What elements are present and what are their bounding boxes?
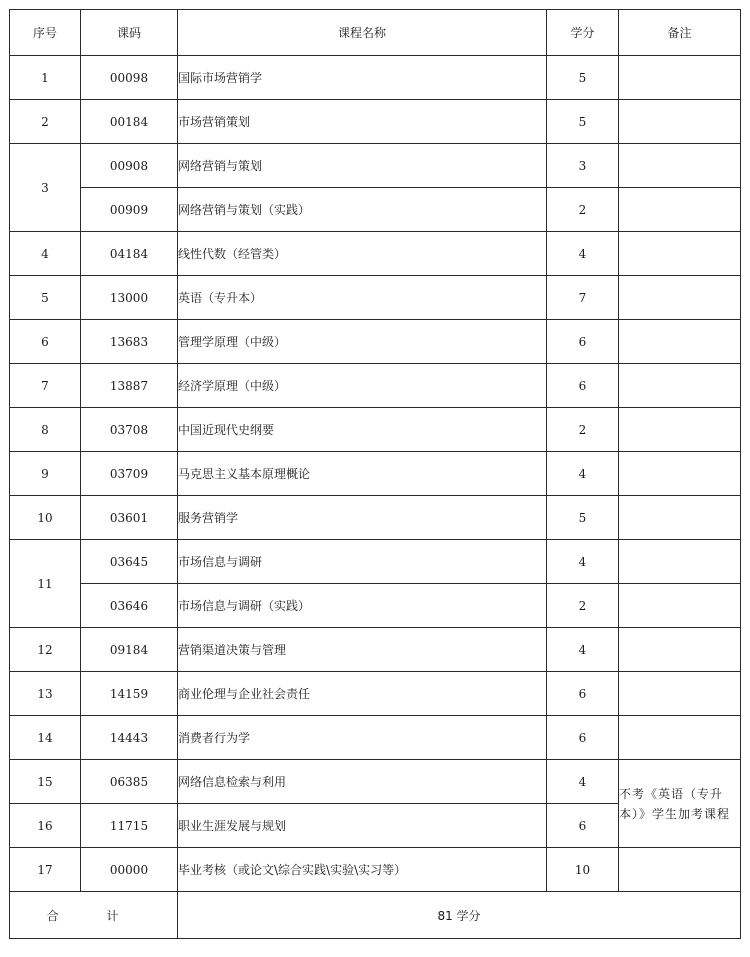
cell-note bbox=[619, 320, 741, 364]
header-credit: 学分 bbox=[547, 10, 619, 56]
cell-credit: 3 bbox=[547, 144, 619, 188]
table-row bbox=[10, 100, 741, 144]
header-name: 课程名称 bbox=[178, 10, 547, 56]
total-label: 合 计 bbox=[10, 892, 178, 939]
cell-code: 06385 bbox=[81, 760, 178, 804]
cell-code: 11715 bbox=[81, 804, 178, 848]
cell-credit: 2 bbox=[547, 584, 619, 628]
cell-note bbox=[619, 232, 741, 276]
cell-code: 13683 bbox=[81, 320, 178, 364]
cell-code: 00184 bbox=[81, 100, 178, 144]
cell-course-name: 职业生涯发展与规划 bbox=[178, 804, 547, 848]
cell-credit: 10 bbox=[547, 848, 619, 892]
cell-code: 00098 bbox=[81, 56, 178, 100]
cell-credit: 4 bbox=[547, 628, 619, 672]
cell-course-name: 经济学原理（中级） bbox=[178, 364, 547, 408]
table-row bbox=[10, 716, 741, 760]
cell-seq: 8 bbox=[10, 408, 81, 452]
table-row bbox=[10, 672, 741, 716]
cell-note bbox=[619, 452, 741, 496]
table-row bbox=[10, 144, 741, 188]
cell-seq: 17 bbox=[10, 848, 81, 892]
cell-seq: 7 bbox=[10, 364, 81, 408]
cell-seq: 5 bbox=[10, 276, 81, 320]
cell-note bbox=[619, 848, 741, 892]
cell-seq: 15 bbox=[10, 760, 81, 804]
cell-course-name: 网络信息检索与利用 bbox=[178, 760, 547, 804]
cell-seq: 12 bbox=[10, 628, 81, 672]
cell-code: 00000 bbox=[81, 848, 178, 892]
cell-credit: 2 bbox=[547, 408, 619, 452]
cell-code: 04184 bbox=[81, 232, 178, 276]
cell-code: 00909 bbox=[81, 188, 178, 232]
cell-seq: 14 bbox=[10, 716, 81, 760]
cell-credit: 4 bbox=[547, 232, 619, 276]
cell-code: 03646 bbox=[81, 584, 178, 628]
cell-note bbox=[619, 540, 741, 584]
cell-credit: 6 bbox=[547, 672, 619, 716]
total-value: 81 学分 bbox=[178, 892, 741, 939]
cell-course-name: 网络营销与策划（实践） bbox=[178, 188, 547, 232]
cell-code: 03709 bbox=[81, 452, 178, 496]
cell-code: 00908 bbox=[81, 144, 178, 188]
cell-seq: 10 bbox=[10, 496, 81, 540]
cell-seq: 1 bbox=[10, 56, 81, 100]
cell-seq: 4 bbox=[10, 232, 81, 276]
table-row bbox=[10, 364, 741, 408]
table-row bbox=[10, 56, 741, 100]
cell-credit: 5 bbox=[547, 496, 619, 540]
cell-note bbox=[619, 364, 741, 408]
cell-course-name: 国际市场营销学 bbox=[178, 56, 547, 100]
cell-code: 14443 bbox=[81, 716, 178, 760]
cell-seq: 16 bbox=[10, 804, 81, 848]
cell-code: 03708 bbox=[81, 408, 178, 452]
cell-credit: 7 bbox=[547, 276, 619, 320]
cell-course-name: 营销渠道决策与管理 bbox=[178, 628, 547, 672]
cell-credit: 6 bbox=[547, 320, 619, 364]
table-row bbox=[10, 320, 741, 364]
cell-course-name: 管理学原理（中级） bbox=[178, 320, 547, 364]
cell-seq: 6 bbox=[10, 320, 81, 364]
cell-seq: 3 bbox=[10, 144, 81, 232]
cell-code: 03601 bbox=[81, 496, 178, 540]
cell-course-name: 中国近现代史纲要 bbox=[178, 408, 547, 452]
cell-code: 13000 bbox=[81, 276, 178, 320]
cell-course-name: 消费者行为学 bbox=[178, 716, 547, 760]
cell-seq: 13 bbox=[10, 672, 81, 716]
cell-seq: 11 bbox=[10, 540, 81, 628]
cell-note bbox=[619, 188, 741, 232]
cell-note bbox=[619, 276, 741, 320]
cell-note bbox=[619, 628, 741, 672]
cell-credit: 5 bbox=[547, 56, 619, 100]
cell-code: 14159 bbox=[81, 672, 178, 716]
table-row bbox=[10, 848, 741, 892]
header-code: 课码 bbox=[81, 10, 178, 56]
cell-course-name: 市场营销策划 bbox=[178, 100, 547, 144]
cell-credit: 4 bbox=[547, 760, 619, 804]
cell-code: 13887 bbox=[81, 364, 178, 408]
table-row bbox=[10, 584, 741, 628]
cell-course-name: 市场信息与调研（实践） bbox=[178, 584, 547, 628]
cell-code: 03645 bbox=[81, 540, 178, 584]
header-row bbox=[10, 10, 741, 56]
cell-note bbox=[619, 584, 741, 628]
cell-course-name: 英语（专升本） bbox=[178, 276, 547, 320]
cell-course-name: 马克思主义基本原理概论 bbox=[178, 452, 547, 496]
cell-credit: 2 bbox=[547, 188, 619, 232]
cell-seq: 9 bbox=[10, 452, 81, 496]
cell-course-name: 服务营销学 bbox=[178, 496, 547, 540]
cell-note bbox=[619, 672, 741, 716]
cell-course-name: 商业伦理与企业社会责任 bbox=[178, 672, 547, 716]
cell-credit: 6 bbox=[547, 364, 619, 408]
cell-course-name: 网络营销与策划 bbox=[178, 144, 547, 188]
total-row bbox=[10, 892, 741, 939]
cell-code: 09184 bbox=[81, 628, 178, 672]
cell-note bbox=[619, 100, 741, 144]
table-row bbox=[10, 628, 741, 672]
course-table bbox=[9, 9, 741, 939]
cell-course-name: 毕业考核（或论文\综合实践\实验\实习等） bbox=[178, 848, 547, 892]
table-row bbox=[10, 540, 741, 584]
cell-credit: 4 bbox=[547, 452, 619, 496]
cell-seq: 2 bbox=[10, 100, 81, 144]
cell-credit: 6 bbox=[547, 716, 619, 760]
table-row bbox=[10, 408, 741, 452]
cell-course-name: 市场信息与调研 bbox=[178, 540, 547, 584]
header-note: 备注 bbox=[619, 10, 741, 56]
header-seq: 序号 bbox=[10, 10, 81, 56]
cell-credit: 5 bbox=[547, 100, 619, 144]
cell-note bbox=[619, 144, 741, 188]
cell-credit: 4 bbox=[547, 540, 619, 584]
table-row bbox=[10, 496, 741, 540]
cell-note bbox=[619, 56, 741, 100]
cell-note bbox=[619, 496, 741, 540]
table-row bbox=[10, 760, 741, 804]
table-row bbox=[10, 452, 741, 496]
table-row bbox=[10, 188, 741, 232]
cell-note bbox=[619, 408, 741, 452]
cell-note bbox=[619, 716, 741, 760]
cell-note-supplementary: 不考《英语（专升本）》学生加考课程 bbox=[619, 760, 741, 848]
cell-credit: 6 bbox=[547, 804, 619, 848]
table-row bbox=[10, 232, 741, 276]
table-row bbox=[10, 276, 741, 320]
cell-course-name: 线性代数（经管类） bbox=[178, 232, 547, 276]
